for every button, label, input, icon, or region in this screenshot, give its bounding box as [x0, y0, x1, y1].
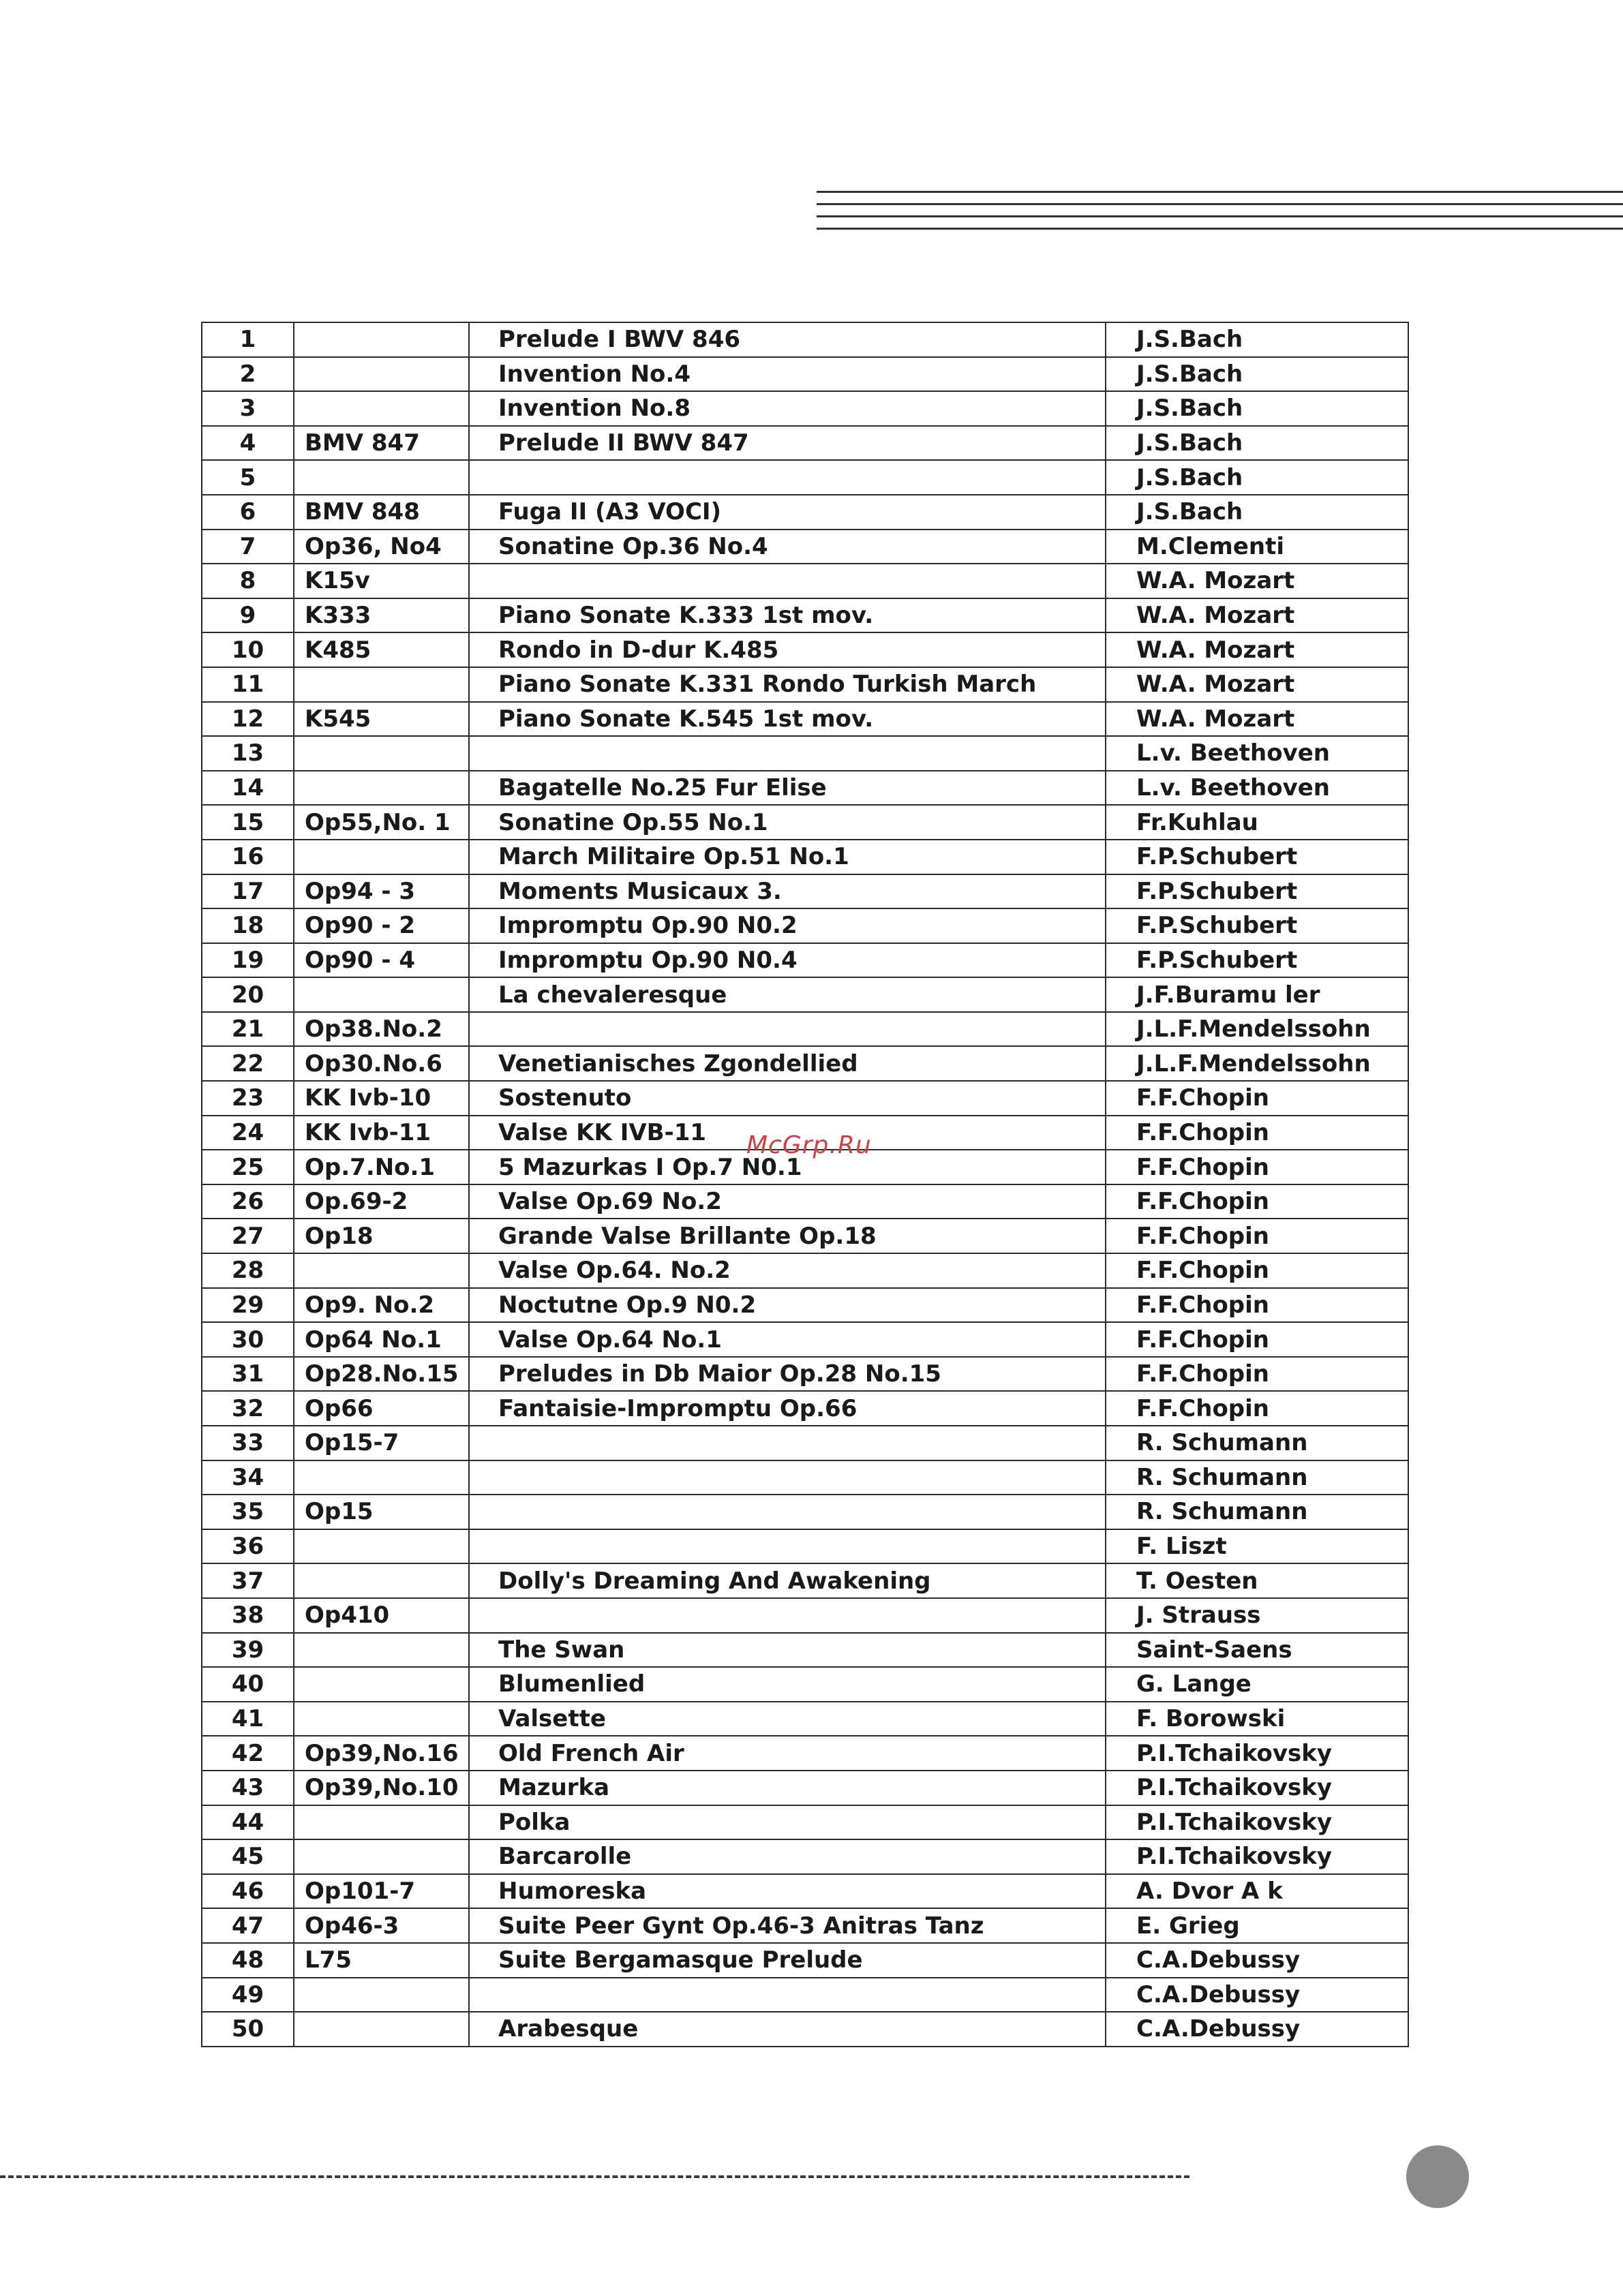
song-title: [469, 460, 1106, 495]
song-composer: F.F.Chopin: [1106, 1288, 1408, 1323]
table-row: [202, 736, 1408, 771]
song-number: 2: [202, 357, 294, 392]
song-title: Valse KK IVB-11: [469, 1116, 1106, 1150]
song-composer: R. Schumann: [1106, 1495, 1408, 1529]
table-row: [202, 530, 1408, 564]
song-composer: W.A. Mozart: [1106, 632, 1408, 667]
song-opus: Op18: [294, 1219, 469, 1253]
song-composer: W.A. Mozart: [1106, 564, 1408, 598]
song-number: 41: [202, 1702, 294, 1736]
header-line: [817, 191, 1623, 193]
song-list-body: [202, 322, 1408, 2047]
song-number: 20: [202, 977, 294, 1012]
table-row: [202, 460, 1408, 495]
table-row: [202, 1667, 1408, 1702]
song-composer: C.A.Debussy: [1106, 1978, 1408, 2012]
song-opus: Op39,No.10: [294, 1771, 469, 1805]
song-opus: [294, 1702, 469, 1736]
table-row: [202, 357, 1408, 392]
song-composer: P.I.Tchaikovsky: [1106, 1805, 1408, 1840]
song-composer: J.S.Bach: [1106, 460, 1408, 495]
table-row: [202, 1288, 1408, 1323]
song-composer: T. Oesten: [1106, 1563, 1408, 1598]
song-number: 11: [202, 667, 294, 702]
table-row: [202, 840, 1408, 874]
song-composer: R. Schumann: [1106, 1460, 1408, 1495]
song-composer: F.P.Schubert: [1106, 840, 1408, 874]
song-opus: [294, 2012, 469, 2047]
table-row: [202, 1908, 1408, 1943]
song-number: 37: [202, 1563, 294, 1598]
song-composer: G. Lange: [1106, 1667, 1408, 1702]
song-title: [469, 1598, 1106, 1633]
song-opus: Op28.No.15: [294, 1357, 469, 1392]
table-row: [202, 1805, 1408, 1840]
song-opus: Op.69-2: [294, 1184, 469, 1219]
song-title: Dolly's Dreaming And Awakening: [469, 1563, 1106, 1598]
song-opus: [294, 1839, 469, 1874]
song-number: 50: [202, 2012, 294, 2047]
table-row: [202, 908, 1408, 943]
song-title: 5 Mazurkas I Op.7 N0.1: [469, 1150, 1106, 1184]
song-title: [469, 1529, 1106, 1564]
table-row: [202, 1529, 1408, 1564]
song-composer: F.P.Schubert: [1106, 908, 1408, 943]
song-opus: Op36, No4: [294, 530, 469, 564]
song-title: March Militaire Op.51 No.1: [469, 840, 1106, 874]
song-title: Fantaisie-Impromptu Op.66: [469, 1391, 1106, 1426]
table-row: [202, 391, 1408, 426]
song-opus: KK Ivb-11: [294, 1116, 469, 1150]
song-title: [469, 1426, 1106, 1460]
song-composer: J.S.Bach: [1106, 322, 1408, 357]
table-row: [202, 771, 1408, 806]
song-composer: F. Liszt: [1106, 1529, 1408, 1564]
song-composer: F.F.Chopin: [1106, 1219, 1408, 1253]
song-number: 9: [202, 598, 294, 633]
song-composer: P.I.Tchaikovsky: [1106, 1736, 1408, 1771]
page-number-circle: [1406, 2145, 1469, 2208]
song-opus: Op38.No.2: [294, 1012, 469, 1047]
song-number: 33: [202, 1426, 294, 1460]
table-row: [202, 1839, 1408, 1874]
song-title: Polka: [469, 1805, 1106, 1840]
song-number: 10: [202, 632, 294, 667]
song-number: 23: [202, 1081, 294, 1116]
song-composer: P.I.Tchaikovsky: [1106, 1771, 1408, 1805]
table-row: [202, 1563, 1408, 1598]
song-title: Preludes in Db Maior Op.28 No.15: [469, 1357, 1106, 1392]
song-opus: [294, 1563, 469, 1598]
song-number: 30: [202, 1322, 294, 1357]
song-number: 13: [202, 736, 294, 771]
song-opus: [294, 1805, 469, 1840]
song-opus: Op9. No.2: [294, 1288, 469, 1323]
table-row: [202, 1081, 1408, 1116]
song-composer: Fr.Kuhlau: [1106, 805, 1408, 840]
song-opus: [294, 1667, 469, 1702]
song-composer: F.F.Chopin: [1106, 1184, 1408, 1219]
song-opus: [294, 771, 469, 806]
song-opus: [294, 460, 469, 495]
table-row: [202, 1391, 1408, 1426]
song-number: 35: [202, 1495, 294, 1529]
song-composer: F.P.Schubert: [1106, 874, 1408, 909]
song-number: 4: [202, 426, 294, 461]
song-number: 49: [202, 1978, 294, 2012]
song-composer: F.P.Schubert: [1106, 943, 1408, 978]
song-composer: F. Borowski: [1106, 1702, 1408, 1736]
song-title: Blumenlied: [469, 1667, 1106, 1702]
song-opus: Op46-3: [294, 1908, 469, 1943]
table-row: [202, 702, 1408, 737]
song-composer: W.A. Mozart: [1106, 702, 1408, 737]
song-opus: Op64 No.1: [294, 1322, 469, 1357]
table-row: [202, 2012, 1408, 2047]
song-number: 8: [202, 564, 294, 598]
song-number: 40: [202, 1667, 294, 1702]
table-row: [202, 1633, 1408, 1668]
table-row: [202, 564, 1408, 598]
song-title: Valse Op.64 No.1: [469, 1322, 1106, 1357]
song-composer: J.S.Bach: [1106, 357, 1408, 392]
song-title: Sonatine Op.36 No.4: [469, 530, 1106, 564]
song-opus: Op94 - 3: [294, 874, 469, 909]
song-number: 28: [202, 1253, 294, 1288]
table-row: [202, 1598, 1408, 1633]
song-number: 44: [202, 1805, 294, 1840]
song-title: Sostenuto: [469, 1081, 1106, 1116]
song-composer: P.I.Tchaikovsky: [1106, 1839, 1408, 1874]
song-number: 5: [202, 460, 294, 495]
song-opus: Op55,No. 1: [294, 805, 469, 840]
song-title: Prelude I BWV 846: [469, 322, 1106, 357]
table-row: [202, 1736, 1408, 1771]
song-composer: F.F.Chopin: [1106, 1391, 1408, 1426]
song-list-table: [201, 322, 1409, 2047]
song-title: Valsette: [469, 1702, 1106, 1736]
song-composer: W.A. Mozart: [1106, 667, 1408, 702]
song-composer: J.L.F.Mendelssohn: [1106, 1012, 1408, 1047]
song-opus: [294, 1633, 469, 1668]
song-composer: F.F.Chopin: [1106, 1081, 1408, 1116]
song-title: Venetianisches Zgondellied: [469, 1046, 1106, 1081]
song-title: [469, 1460, 1106, 1495]
song-opus: Op410: [294, 1598, 469, 1633]
table-row: [202, 874, 1408, 909]
table-row: [202, 495, 1408, 530]
song-number: 22: [202, 1046, 294, 1081]
table-row: [202, 1771, 1408, 1805]
song-title: [469, 736, 1106, 771]
table-row: [202, 1978, 1408, 2012]
song-title: The Swan: [469, 1633, 1106, 1668]
song-number: 36: [202, 1529, 294, 1564]
table-row: [202, 1046, 1408, 1081]
table-row: [202, 943, 1408, 978]
song-opus: [294, 840, 469, 874]
song-title: Rondo in D-dur K.485: [469, 632, 1106, 667]
song-opus: Op15-7: [294, 1426, 469, 1460]
song-number: 45: [202, 1839, 294, 1874]
song-composer: F.F.Chopin: [1106, 1357, 1408, 1392]
header-decoration-lines: [817, 191, 1623, 240]
song-title: Bagatelle No.25 Fur Elise: [469, 771, 1106, 806]
song-composer: R. Schumann: [1106, 1426, 1408, 1460]
song-title: Impromptu Op.90 N0.2: [469, 908, 1106, 943]
song-composer: W.A. Mozart: [1106, 598, 1408, 633]
song-opus: BMV 848: [294, 495, 469, 530]
song-title: Arabesque: [469, 2012, 1106, 2047]
song-number: 25: [202, 1150, 294, 1184]
song-composer: J.S.Bach: [1106, 391, 1408, 426]
song-composer: L.v. Beethoven: [1106, 771, 1408, 806]
song-opus: [294, 1460, 469, 1495]
table-row: [202, 1495, 1408, 1529]
song-opus: K333: [294, 598, 469, 633]
song-number: 39: [202, 1633, 294, 1668]
song-title: Old French Air: [469, 1736, 1106, 1771]
table-row: [202, 1357, 1408, 1392]
table-row: [202, 1219, 1408, 1253]
header-line: [817, 215, 1623, 217]
table-row: [202, 1426, 1408, 1460]
song-composer: J.F.Buramu ler: [1106, 977, 1408, 1012]
table-row: [202, 426, 1408, 461]
song-opus: Op.7.No.1: [294, 1150, 469, 1184]
song-number: 42: [202, 1736, 294, 1771]
song-opus: K545: [294, 702, 469, 737]
song-title: Suite Peer Gynt Op.46-3 Anitras Tanz: [469, 1908, 1106, 1943]
song-number: 48: [202, 1943, 294, 1978]
song-title: La chevaleresque: [469, 977, 1106, 1012]
song-number: 38: [202, 1598, 294, 1633]
song-composer: J.S.Bach: [1106, 495, 1408, 530]
song-title: Impromptu Op.90 N0.4: [469, 943, 1106, 978]
song-number: 7: [202, 530, 294, 564]
song-number: 14: [202, 771, 294, 806]
song-opus: [294, 1253, 469, 1288]
song-opus: [294, 391, 469, 426]
song-opus: Op66: [294, 1391, 469, 1426]
song-composer: Saint-Saens: [1106, 1633, 1408, 1668]
table-row: [202, 1012, 1408, 1047]
song-composer: F.F.Chopin: [1106, 1150, 1408, 1184]
table-row: [202, 1322, 1408, 1357]
song-title: [469, 1978, 1106, 2012]
song-title: Valse Op.64. No.2: [469, 1253, 1106, 1288]
table-row: [202, 598, 1408, 633]
song-number: 15: [202, 805, 294, 840]
song-number: 31: [202, 1357, 294, 1392]
table-row: [202, 1943, 1408, 1978]
song-composer: F.F.Chopin: [1106, 1116, 1408, 1150]
song-title: Invention No.8: [469, 391, 1106, 426]
table-row: [202, 667, 1408, 702]
song-number: 12: [202, 702, 294, 737]
song-title: Moments Musicaux 3.: [469, 874, 1106, 909]
table-row: [202, 632, 1408, 667]
song-composer: J.S.Bach: [1106, 426, 1408, 461]
song-title: Mazurka: [469, 1771, 1106, 1805]
song-number: 16: [202, 840, 294, 874]
song-title: Piano Sonate K.333 1st mov.: [469, 598, 1106, 633]
song-title: Humoreska: [469, 1874, 1106, 1909]
song-title: Piano Sonate K.331 Rondo Turkish March: [469, 667, 1106, 702]
song-number: 6: [202, 495, 294, 530]
footer-dashed-line: [0, 2175, 1189, 2178]
song-opus: Op90 - 2: [294, 908, 469, 943]
song-composer: A. Dvor A k: [1106, 1874, 1408, 1909]
song-number: 27: [202, 1219, 294, 1253]
song-number: 19: [202, 943, 294, 978]
song-opus: Op101-7: [294, 1874, 469, 1909]
table-row: [202, 1702, 1408, 1736]
table-row: [202, 977, 1408, 1012]
song-number: 32: [202, 1391, 294, 1426]
table-row: [202, 1253, 1408, 1288]
song-composer: M.Clementi: [1106, 530, 1408, 564]
song-opus: Op39,No.16: [294, 1736, 469, 1771]
song-composer: J. Strauss: [1106, 1598, 1408, 1633]
song-title: Invention No.4: [469, 357, 1106, 392]
song-opus: L75: [294, 1943, 469, 1978]
song-number: 3: [202, 391, 294, 426]
song-opus: [294, 322, 469, 357]
table-row: [202, 1460, 1408, 1495]
song-title: Suite Bergamasque Prelude: [469, 1943, 1106, 1978]
song-opus: BMV 847: [294, 426, 469, 461]
song-number: 1: [202, 322, 294, 357]
song-opus: Op30.No.6: [294, 1046, 469, 1081]
song-composer: C.A.Debussy: [1106, 1943, 1408, 1978]
song-title: Grande Valse Brillante Op.18: [469, 1219, 1106, 1253]
song-opus: [294, 1529, 469, 1564]
song-opus: Op15: [294, 1495, 469, 1529]
song-title: [469, 1495, 1106, 1529]
song-opus: Op90 - 4: [294, 943, 469, 978]
song-composer: F.F.Chopin: [1106, 1253, 1408, 1288]
table-row: [202, 805, 1408, 840]
song-opus: [294, 977, 469, 1012]
song-number: 24: [202, 1116, 294, 1150]
song-number: 46: [202, 1874, 294, 1909]
song-opus: KK Ivb-10: [294, 1081, 469, 1116]
song-opus: K15v: [294, 564, 469, 598]
watermark: McGrp.Ru: [746, 1131, 872, 1159]
song-title: Piano Sonate K.545 1st mov.: [469, 702, 1106, 737]
song-number: 26: [202, 1184, 294, 1219]
header-line: [817, 203, 1623, 205]
song-opus: [294, 736, 469, 771]
song-title: Sonatine Op.55 No.1: [469, 805, 1106, 840]
song-composer: E. Grieg: [1106, 1908, 1408, 1943]
song-title: [469, 1012, 1106, 1047]
song-number: 47: [202, 1908, 294, 1943]
song-opus: [294, 667, 469, 702]
song-number: 43: [202, 1771, 294, 1805]
song-opus: [294, 1978, 469, 2012]
song-composer: C.A.Debussy: [1106, 2012, 1408, 2047]
song-number: 34: [202, 1460, 294, 1495]
table-row: [202, 1874, 1408, 1909]
song-title: Prelude II BWV 847: [469, 426, 1106, 461]
song-number: 29: [202, 1288, 294, 1323]
song-number: 18: [202, 908, 294, 943]
song-opus: K485: [294, 632, 469, 667]
song-title: Valse Op.69 No.2: [469, 1184, 1106, 1219]
table-row: [202, 1184, 1408, 1219]
song-number: 21: [202, 1012, 294, 1047]
song-title: Fuga II (A3 VOCI): [469, 495, 1106, 530]
song-title: Noctutne Op.9 N0.2: [469, 1288, 1106, 1323]
song-title: [469, 564, 1106, 598]
song-opus: [294, 357, 469, 392]
header-line: [817, 228, 1623, 230]
song-title: Barcarolle: [469, 1839, 1106, 1874]
table-row: [202, 322, 1408, 357]
song-composer: J.L.F.Mendelssohn: [1106, 1046, 1408, 1081]
song-number: 17: [202, 874, 294, 909]
song-composer: L.v. Beethoven: [1106, 736, 1408, 771]
song-composer: F.F.Chopin: [1106, 1322, 1408, 1357]
